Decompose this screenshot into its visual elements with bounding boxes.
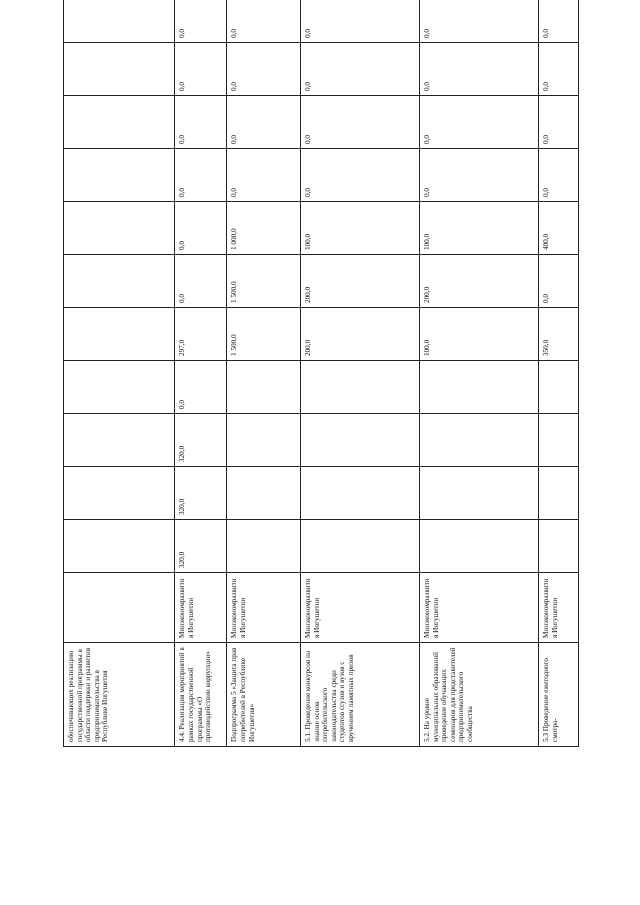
value-cell — [419, 414, 538, 467]
value-cell — [538, 361, 578, 414]
value-cell: 100,0 — [419, 308, 538, 361]
row-executor: Минэкономразвития Ингушетии — [175, 573, 227, 643]
table-row — [419, 0, 538, 747]
value-cell — [64, 308, 175, 361]
value-cell: 320,0 — [175, 414, 227, 467]
value-cell — [64, 149, 175, 202]
table-row — [227, 0, 301, 747]
row-executor: Минэкономразвития Ингушетии — [538, 573, 578, 643]
value-cell: 0,0 — [227, 149, 301, 202]
value-cell: 0,0 — [300, 149, 419, 202]
value-cell: 0,0 — [538, 0, 578, 43]
value-cell: 0,0 — [538, 149, 578, 202]
row-description: Подпрограмма 5 «Защита прав потребителей в Республике Ингушетия» — [227, 643, 301, 747]
row-description: 5.1. Проведение конкурсов на знание основ потребительского законодательства среди студентов ссузов и вузов с вручением памятных призов — [300, 643, 419, 747]
value-cell: 0,0 — [419, 0, 538, 43]
row-description: 5.3 Проведение ежегодного смотра- — [538, 643, 578, 747]
value-cell: 0,0 — [175, 96, 227, 149]
value-cell: 0,0 — [300, 96, 419, 149]
value-cell: 100,0 — [419, 202, 538, 255]
table-row — [175, 0, 227, 747]
value-cell — [419, 467, 538, 520]
value-cell: 0,0 — [538, 96, 578, 149]
table-body — [64, 0, 579, 747]
value-cell: 0,0 — [419, 96, 538, 149]
value-cell — [64, 414, 175, 467]
value-cell: 0,0 — [227, 43, 301, 96]
value-cell — [64, 520, 175, 573]
table-row — [64, 0, 175, 747]
value-cell — [227, 361, 301, 414]
value-cell: 0,0 — [227, 0, 301, 43]
value-cell — [64, 96, 175, 149]
value-cell: 200,0 — [419, 255, 538, 308]
value-cell: 0,0 — [300, 43, 419, 96]
value-cell: 0,0 — [175, 361, 227, 414]
value-cell — [64, 43, 175, 96]
value-cell — [300, 467, 419, 520]
value-cell: 297,0 — [175, 308, 227, 361]
rotated-table-container — [63, 29, 579, 747]
value-cell: 0,0 — [227, 96, 301, 149]
value-cell: 1 000,0 — [227, 202, 301, 255]
row-executor: Минэкономразвития Ингушетии — [227, 573, 301, 643]
value-cell — [538, 467, 578, 520]
value-cell: 0,0 — [419, 149, 538, 202]
value-cell — [64, 467, 175, 520]
value-cell: 350,0 — [538, 308, 578, 361]
value-cell — [300, 361, 419, 414]
value-cell — [538, 414, 578, 467]
budget-table — [63, 0, 579, 747]
value-cell — [64, 202, 175, 255]
value-cell — [538, 520, 578, 573]
value-cell: 0,0 — [175, 149, 227, 202]
row-executor: Минэкономразвития Ингушетии — [300, 573, 419, 643]
value-cell: 320,0 — [175, 520, 227, 573]
value-cell: 1 500,0 — [227, 308, 301, 361]
value-cell: 1 500,0 — [227, 255, 301, 308]
value-cell — [227, 414, 301, 467]
table-row — [538, 0, 578, 747]
value-cell: 0,0 — [175, 255, 227, 308]
value-cell — [419, 520, 538, 573]
value-cell: 200,0 — [300, 308, 419, 361]
value-cell: 0,0 — [175, 0, 227, 43]
value-cell — [227, 467, 301, 520]
value-cell — [300, 414, 419, 467]
row-description: 4.4. Реализация мероприятий в рамках государственной программы «О противодействии коррупции» — [175, 643, 227, 747]
value-cell: 200,0 — [300, 255, 419, 308]
value-cell — [64, 255, 175, 308]
value-cell — [64, 361, 175, 414]
row-description: обеспечивающих реализацию государственной программы в области поддержки и развития предпринимательства в Республике Ингушетия — [64, 643, 175, 747]
row-executor — [64, 573, 175, 643]
value-cell — [419, 361, 538, 414]
value-cell — [227, 520, 301, 573]
value-cell: 0,0 — [175, 43, 227, 96]
value-cell: 0,0 — [538, 43, 578, 96]
value-cell — [64, 0, 175, 43]
value-cell: 400,0 — [538, 202, 578, 255]
value-cell: 100,0 — [300, 202, 419, 255]
table-row — [300, 0, 419, 747]
value-cell: 0,0 — [419, 43, 538, 96]
value-cell — [300, 520, 419, 573]
value-cell: 0,0 — [300, 0, 419, 43]
row-description: 5.2. На уровне муниципальных образований проведение обучающих семинаров для представителей предпринимательского сообщества — [419, 643, 538, 747]
value-cell: 0,0 — [538, 255, 578, 308]
value-cell: 320,0 — [175, 467, 227, 520]
row-executor: Минэкономразвития Ингушетии — [419, 573, 538, 643]
value-cell: 0,0 — [175, 202, 227, 255]
